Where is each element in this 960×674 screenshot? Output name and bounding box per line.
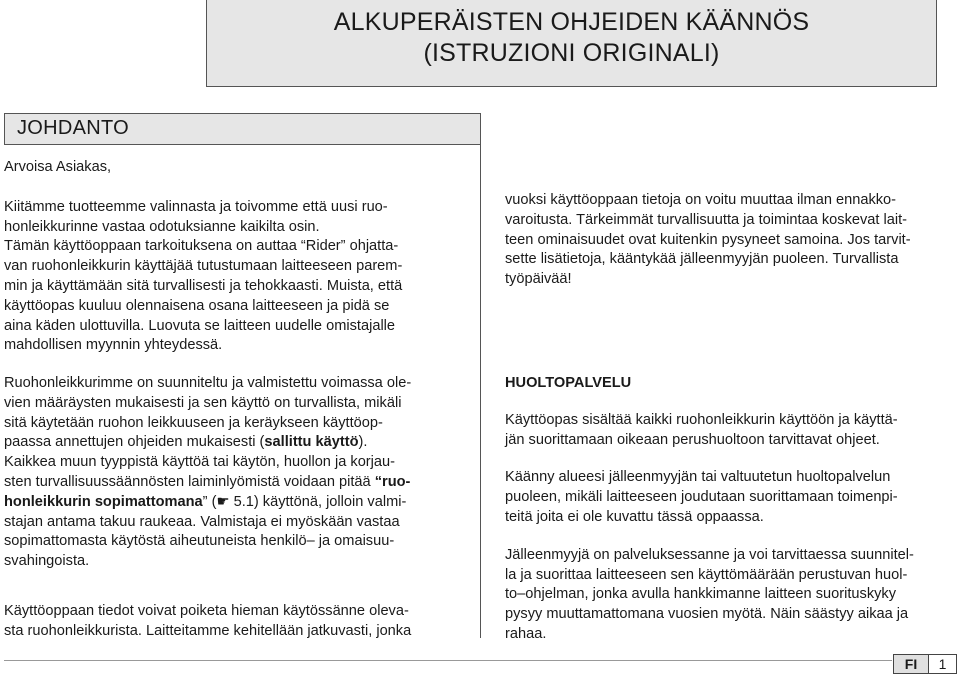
usage-line: stajan antama takuu raukeaa. Valmistaja ei myöskään vastaa <box>4 513 400 530</box>
service-line: la ja suorittaa laitteeseen sen käyttömäärään perustuvan huol- <box>505 566 908 583</box>
service-line: puoleen, mikäli laitteeseen joudutaan suorittamaan toimenpi- <box>505 489 898 506</box>
intro-line: aina käden ulottuvilla. Luovuta se laitteen uudelle omistajalle <box>4 317 396 334</box>
service-line: to–ohjelman, jonka avulla hankkimanne laitteen suorituskyky <box>505 586 897 603</box>
document-title-box <box>206 0 937 87</box>
usage-line: vien määräysten mukaisesti ja sen käyttö on turvallista, mikäli <box>4 394 402 411</box>
intro-line: mahdollisen myynnin yhteydessä. <box>4 337 223 354</box>
service-line: pysyy muuttamattomana vuosien myötä. Näin säästyy aikaa ja <box>505 606 909 623</box>
usage-line: Ruohonleikkurimme on suunniteltu ja valmistettu voimassa ole- <box>4 375 412 391</box>
page-number: 1 <box>938 656 947 672</box>
intro-column-right <box>505 191 955 290</box>
section-title: JOHDANTO <box>17 117 130 139</box>
intro-line: työpäivää! <box>505 271 572 288</box>
usage-line: sten turvallisuussäännösten laiminlyömistä voidaan pitää “ruo- <box>4 473 411 490</box>
usage-line: svahingoista. <box>4 553 90 570</box>
intro-line: van ruohonleikkurin käyttäjää tutustumaan laitteeseen parem- <box>4 258 403 275</box>
intro-line: teen ominaisuudet ovat kuitenkin pysyneet samoina. Jos tarvit- <box>505 231 911 248</box>
service-line: jän suorittamaan oikeaan perushuoltoon tarvittavat ohjeet. <box>505 431 880 448</box>
usage-column <box>4 374 474 642</box>
intro-line: käyttöopas kuuluu olennaisena osana laitteeseen ja pidä se <box>4 297 390 314</box>
title-line-2: (ISTRUZIONI ORIGINALI) <box>423 39 720 67</box>
intro-line: Kiitämme tuotteemme valinnasta ja toivomme että uusi ruo- <box>4 198 388 215</box>
usage-line: paassa annettujen ohjeiden mukaisesti (sallittu käyttö). <box>4 434 368 451</box>
service-heading: HUOLTOPALVELU <box>505 375 632 391</box>
intro-line: varoitusta. Tärkeimmät turvallisuutta ja toimintaa koskevat lait- <box>505 211 908 228</box>
service-line: teitä joita ei ole kuvattu tässä oppaassa. <box>505 508 764 525</box>
page-badge <box>893 654 957 674</box>
usage-line: sopimattomasta käytöstä aiheutuneista henkilö– ja omaisuu- <box>4 533 395 550</box>
improper-use-term-cont: honleikkurin sopimattomana <box>4 493 203 510</box>
greeting: Arvoisa Asiakas, <box>4 159 112 175</box>
service-line: rahaa. <box>505 625 547 642</box>
service-column <box>505 374 955 645</box>
footer-rule <box>4 660 892 661</box>
service-line: Käänny alueesi jälleenmyyjän tai valtuutetun huoltopalvelun <box>505 469 891 486</box>
intro-line: min ja käyttämään sitä turvallisesti ja tehokkaasti. Muista, että <box>4 277 403 294</box>
allowed-use-term: sallittu käyttö <box>264 434 359 451</box>
intro-line: honleikkurinne vastaa odotuksianne kaikilta osin. <box>4 218 320 235</box>
improper-use-term: “ruo- <box>374 473 411 490</box>
usage-line: Kaikkea muun tyyppistä käyttöä tai käytön, huollon ja korjau- <box>4 454 396 471</box>
note-line: Käyttöoppaan tiedot voivat poiketa hieman käytössänne oleva- <box>4 602 409 619</box>
note-line: sta ruohonleikkurista. Laitteitamme kehitellään jatkuvasti, jonka <box>4 622 412 639</box>
service-line: Jälleenmyyjä on palveluksessanne ja voi tarvittaessa suunnitel- <box>505 546 914 563</box>
intro-line: vuoksi käyttöoppaan tietoja on voitu muuttaa ilman ennakko- <box>505 192 897 208</box>
section-heading-box <box>4 113 481 145</box>
column-divider <box>480 145 481 638</box>
title-line-1: ALKUPERÄISTEN OHJEIDEN KÄÄNNÖS <box>333 8 810 36</box>
usage-line: sitä käytetään ruohon leikkuuseen ja keräykseen käyttöop- <box>4 414 383 431</box>
service-line: Käyttöopas sisältää kaikki ruohonleikkurin käyttöön ja käyttä- <box>505 411 898 428</box>
intro-line: sette lisätietoja, kääntykää jälleenmyyjän puoleen. Turvallista <box>505 251 899 268</box>
language-code: FI <box>894 655 929 673</box>
intro-line: Tämän käyttöoppaan tarkoituksena on auttaa “Rider” ohjatta- <box>4 238 399 255</box>
intro-column-left <box>4 158 474 356</box>
usage-line: honleikkurin sopimattomana” (☛ 5.1) käyttönä, jolloin valmi- <box>4 493 407 510</box>
